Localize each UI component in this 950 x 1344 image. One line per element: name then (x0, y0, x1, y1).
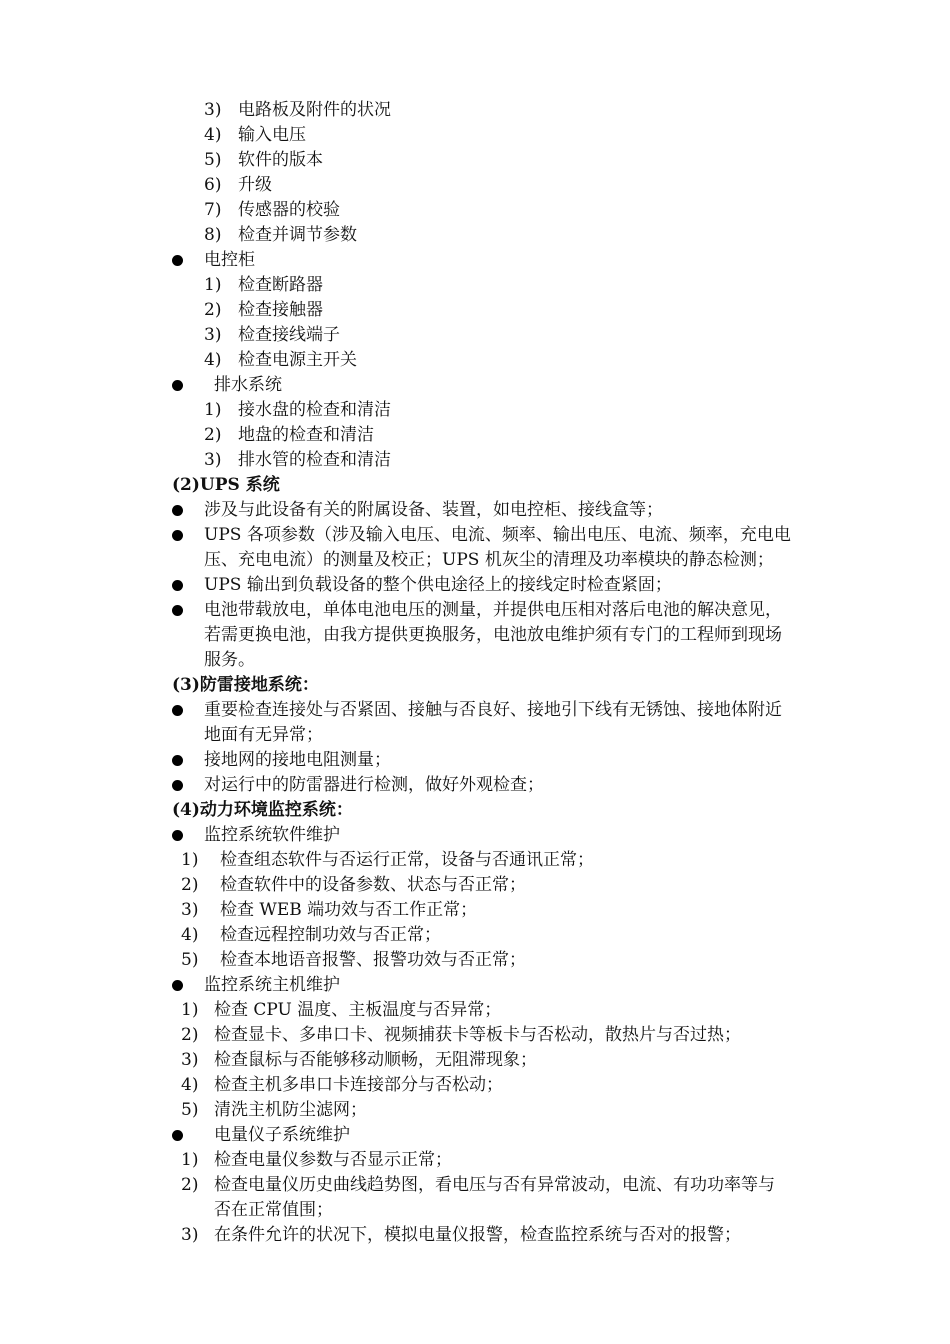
bullet-icon (172, 1130, 183, 1141)
list-item: 2) 检查软件中的设备参数、状态与否正常； (181, 875, 526, 895)
list-item: 3) 排水管的检查和清洁 (204, 450, 391, 470)
bullet-item: UPS 各项参数（涉及输入电压、电流、频率、输出电压、电流、频率，充电电 (0, 523, 950, 548)
list-item: 2) 检查接触器 (204, 300, 323, 320)
bullet-icon (172, 780, 183, 791)
list-item: 1) 检查组态软件与否运行正常，设备与否通讯正常； (181, 850, 594, 870)
bullet-icon (172, 830, 183, 841)
bullet-icon (172, 380, 183, 391)
bullet-control-cabinet: 电控柜 (0, 248, 950, 273)
list-item: 7) 传感器的校验 (204, 200, 340, 220)
list-item: 1) 检查 CPU 温度、主板温度与否异常； (181, 1000, 502, 1020)
bullet-meter: 电量仪子系统维护 (0, 1123, 950, 1148)
bullet-item-continuation: 服务。 (204, 650, 255, 670)
list-item: 4) 检查电源主开关 (204, 350, 357, 370)
list-item-continuation: 否在正常值围； (214, 1200, 333, 1220)
bullet-icon (172, 505, 183, 516)
list-item: 5) 软件的版本 (204, 150, 323, 170)
list-item: 4) 输入电压 (204, 125, 306, 145)
section-heading-ups: (2)UPS 系统 (172, 475, 280, 495)
list-item: 6) 升级 (204, 175, 272, 195)
list-item: 2) 检查显卡、多串口卡、视频捕获卡等板卡与否松动，散热片与否过热； (181, 1025, 741, 1045)
bullet-icon (172, 530, 183, 541)
list-item: 1) 检查断路器 (204, 275, 323, 295)
section-heading-lightning: (3)防雷接地系统： (172, 675, 319, 695)
bullet-item-continuation: 地面有无异常； (204, 725, 323, 745)
list-item: 3) 电路板及附件的状况 (204, 100, 391, 120)
bullet-icon (172, 580, 183, 591)
bullet-icon (172, 255, 183, 266)
list-item: 8) 检查并调节参数 (204, 225, 357, 245)
list-item: 5) 清洗主机防尘滤网； (181, 1100, 367, 1120)
bullet-item: UPS 输出到负载设备的整个供电途径上的接线定时检查紧固； (0, 573, 950, 598)
section-heading-env-monitor: (4)动力环境监控系统： (172, 800, 353, 820)
bullet-icon (172, 705, 183, 716)
list-item: 3) 检查接线端子 (204, 325, 340, 345)
list-item: 3) 检查 WEB 端功效与否工作正常； (181, 900, 478, 920)
bullet-item-continuation: 压、充电电流）的测量及校正；UPS 机灰尘的清理及功率模块的静态检测； (204, 550, 774, 570)
bullet-item: 对运行中的防雷器进行检测，做好外观检查； (0, 773, 950, 798)
list-item: 1) 接水盘的检查和清洁 (204, 400, 391, 420)
bullet-item: 电池带载放电，单体电池电压的测量，并提供电压相对落后电池的解决意见， (0, 598, 950, 623)
bullet-drainage: 排水系统 (0, 373, 950, 398)
list-item: 4) 检查远程控制功效与否正常； (181, 925, 441, 945)
bullet-icon (172, 605, 183, 616)
bullet-item: 重要检查连接处与否紧固、接触与否良好、接地引下线有无锈蚀、接地体附近 (0, 698, 950, 723)
list-item: 4) 检查主机多串口卡连接部分与否松动； (181, 1075, 503, 1095)
bullet-icon (172, 980, 183, 991)
list-item: 2) 地盘的检查和清洁 (204, 425, 374, 445)
list-item: 3) 检查鼠标与否能够移动顺畅，无阻滞现象； (181, 1050, 537, 1070)
bullet-host: 监控系统主机维护 (0, 973, 950, 998)
list-item: 3) 在条件允许的状况下，模拟电量仪报警，检查监控系统与否对的报警； (181, 1225, 741, 1245)
bullet-item-continuation: 若需更换电池，由我方提供更换服务，电池放电维护须有专门的工程师到现场 (204, 625, 782, 645)
bullet-icon (172, 755, 183, 766)
bullet-item: 涉及与此设备有关的附属设备、装置，如电控柜、接线盒等； (0, 498, 950, 523)
bullet-item: 接地网的接地电阻测量； (0, 748, 950, 773)
bullet-software: 监控系统软件维护 (0, 823, 950, 848)
list-item: 2) 检查电量仪历史曲线趋势图，看电压与否有异常波动，电流、有功功率等与 (181, 1175, 775, 1195)
list-item: 1) 检查电量仪参数与否显示正常； (181, 1150, 452, 1170)
list-item: 5) 检查本地语音报警、报警功效与否正常； (181, 950, 526, 970)
